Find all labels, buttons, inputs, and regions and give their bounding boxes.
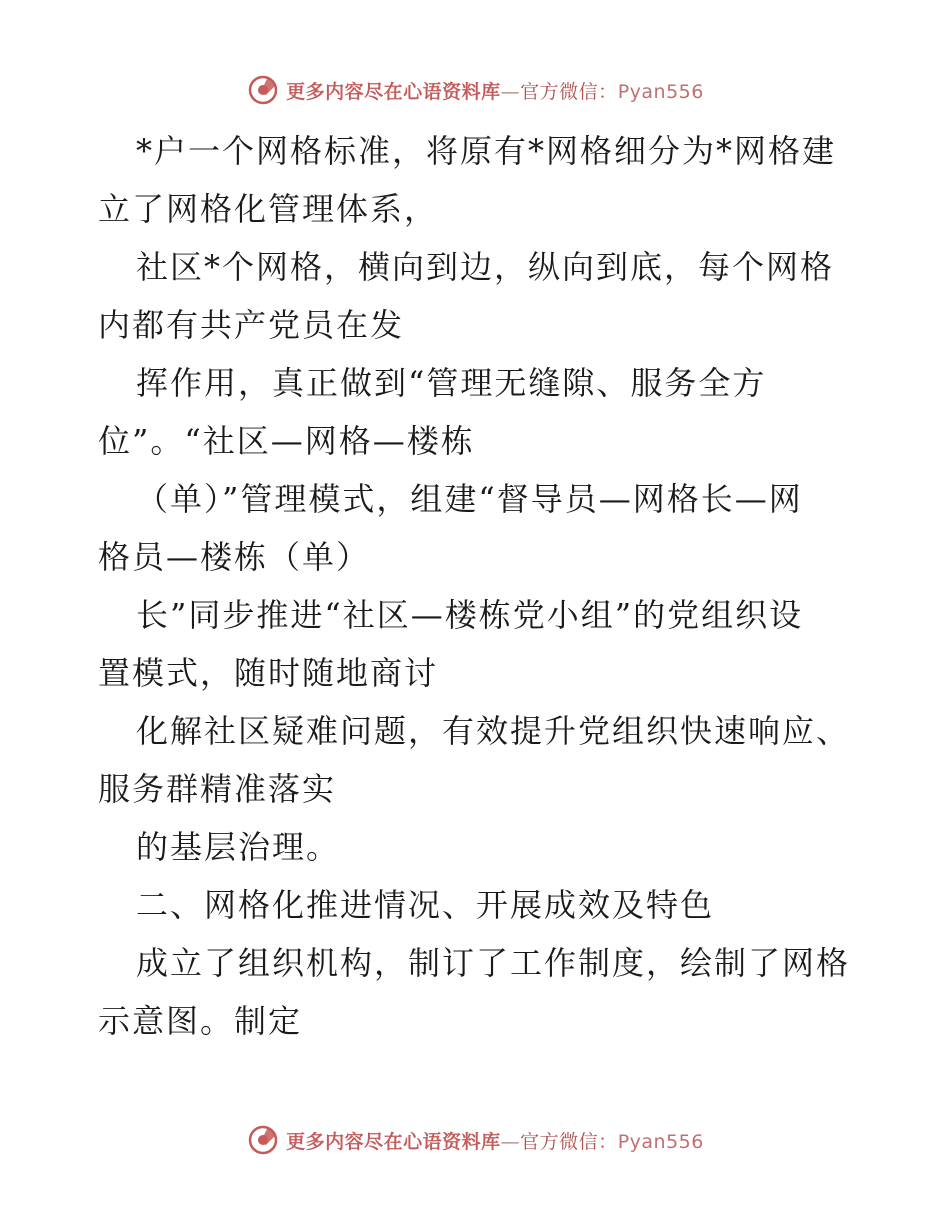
header-banner: [0, 70, 950, 110]
pen-logo-icon: [246, 73, 280, 107]
pen-logo-icon: [246, 1123, 280, 1157]
body-line: *户一个网格标准，将原有*网格细分为*网格建: [136, 132, 837, 170]
footer-banner: [0, 1120, 950, 1160]
body-line: 示意图。制定: [98, 1002, 303, 1040]
body-line: 社区*个网格，横向到边，纵向到底，每个网格: [136, 248, 835, 286]
body-line: 服务群精准落实: [98, 770, 337, 808]
body-line: 挥作用，真正做到“管理无缝隙、服务全方: [136, 364, 767, 402]
body-line: （单）”管理模式，组建“督导员—网格长—网: [136, 480, 803, 518]
body-line: 成立了组织机构，制订了工作制度，绘制了网格: [136, 944, 851, 982]
body-line: 位”。“社区—网格—楼栋: [98, 422, 475, 460]
body-line: 的基层治理。: [136, 828, 341, 866]
body-line: 置模式，随时随地商讨: [98, 654, 439, 692]
banner-text: 更多内容尽在心语资料库—官方微信：Pyan556: [286, 80, 704, 103]
body-line: 内都有共产党员在发: [98, 306, 405, 344]
body-line: 长”同步推进“社区—楼栋党小组”的党组织设: [136, 596, 804, 634]
body-line: 格员—楼栋（单）: [98, 538, 371, 576]
section-heading: 二、网格化推进情况、开展成效及特色: [136, 886, 715, 924]
document-body: [98, 122, 858, 1050]
body-line: 立了网格化管理体系，: [98, 190, 439, 228]
body-line: 化解社区疑难问题，有效提升党组织快速响应、: [136, 712, 851, 750]
banner-text: 更多内容尽在心语资料库—官方微信：Pyan556: [286, 1130, 704, 1153]
